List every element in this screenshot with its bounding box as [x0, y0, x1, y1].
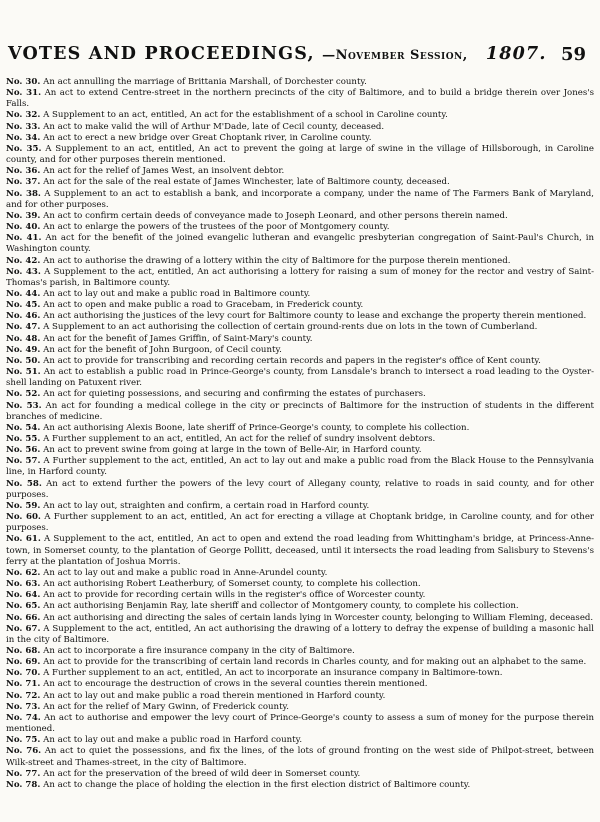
entry-number: No. 68. [6, 645, 41, 656]
entry-text: An act to establish a public road in Prince-George's county, from Lansdale's branch to intersect a road leading to the Oyster-shell landing on Patuxent river. [6, 367, 595, 389]
entry-number: No. 49. [6, 344, 41, 355]
list-item [6, 367, 594, 389]
entry-number: No. 42. [6, 255, 41, 266]
title-text: VOTES AND PROCEEDINGS, [8, 44, 315, 64]
entry-text: An act to extend Centre-street in the northern precincts of the city of Baltimore, and to build a bridge therein over Jones's Falls. [6, 88, 595, 110]
entry-number: No. 59. [6, 500, 41, 511]
list-item [6, 166, 594, 177]
list-item [6, 735, 594, 746]
entry-text: An act for the relief of James West, an insolvent debtor. [43, 166, 285, 177]
entry-number: No. 46. [6, 311, 41, 322]
entry-number: No. 33. [6, 121, 41, 132]
entry-number: No. 64. [6, 590, 41, 601]
list-item [6, 668, 594, 679]
entry-text: An act authorising Alexis Boone, late sheriff of Prince-George's county, to complete his collection. [43, 422, 470, 433]
list-item [6, 534, 594, 567]
list-item [6, 211, 594, 222]
session-text: —November Session, [322, 48, 468, 63]
list-item [6, 401, 594, 423]
entry-number: No. 58. [6, 478, 42, 489]
list-item [6, 289, 594, 300]
entry-text: An act for quieting possessions, and securing and confirming the estates of purchasers. [43, 389, 426, 400]
list-item [6, 769, 594, 780]
entry-number: No. 61. [6, 534, 41, 545]
running-title [8, 44, 547, 64]
entry-number: No. 78. [6, 779, 41, 790]
list-item [6, 434, 594, 445]
entry-text: An act to enlarge the powers of the trustees of the poor of Montgomery county. [43, 222, 390, 233]
entry-number: No. 36. [6, 166, 41, 177]
entry-text: A Supplement to the act, entitled, An act authorising a lottery for raising a sum of money for the rector and vestry of Saint-Thomas's parish, in Baltimore county. [6, 266, 595, 288]
list-item [6, 613, 594, 624]
entry-number: No. 40. [6, 222, 41, 233]
list-item [6, 691, 594, 702]
entry-number: No. 60. [6, 512, 41, 523]
entry-text: An act for the benefit of the joined evangelic lutheran and evangelic presbyterian congregation of Saint-Paul's Church, in Washington county. [6, 233, 595, 255]
entry-number: No. 62. [6, 567, 41, 578]
list-item [6, 657, 594, 668]
entry-number: No. 73. [6, 701, 41, 712]
entry-number: No. 55. [6, 434, 41, 444]
entry-number: No. 67. [6, 623, 41, 634]
list-item [6, 356, 594, 367]
list-item [6, 77, 594, 88]
entry-number: No. 52. [6, 389, 41, 400]
entry-number: No. 38. [6, 188, 41, 199]
list-item [6, 780, 594, 791]
entry-number: No. 47. [6, 322, 41, 333]
entry-text: An act to provide for the transcribing of certain land records in Charles county, and for making out an alphabet to the same. [43, 657, 587, 668]
entry-text: An act authorising Benjamin Ray, late sheriff and collector of Montgomery county, to complete his collection. [43, 601, 519, 612]
list-item [6, 423, 594, 434]
entry-number: No. 54. [6, 422, 41, 433]
entry-number: No. 56. [6, 445, 41, 456]
list-item [6, 501, 594, 512]
entry-text: An act to authorise the drawing of a lottery within the city of Baltimore for the purpose therein mentioned. [43, 255, 511, 266]
entry-number: No. 39. [6, 210, 41, 221]
list-item [6, 88, 594, 110]
list-item [6, 233, 594, 255]
entry-number: No. 65. [6, 601, 41, 612]
entry-number: No. 48. [6, 333, 41, 344]
entry-text: A Supplement to the act, entitled, An act authorising the drawing of a lottery to defray the expense of building a masonic hall in the city of Baltimore. [6, 623, 594, 645]
entry-text: An act to lay out, straighten and confirm, a certain road in Harford county. [43, 500, 370, 511]
entry-number: No. 69. [6, 657, 41, 668]
entry-text: A Supplement to an act, entitled, An act to prevent the going at large of swine in the village of Hillsborough, in Caroline county, and for other purposes therein mentioned. [6, 143, 594, 166]
entry-number: No. 57. [6, 456, 41, 467]
list-item [6, 177, 594, 188]
entry-text: An act to change the place of holding the election in the first election district of Baltimore county. [43, 779, 471, 790]
list-item [6, 624, 594, 646]
entry-number: No. 76. [6, 746, 42, 757]
list-item [6, 512, 594, 534]
entry-number: No. 30. [6, 77, 41, 87]
list-item [6, 256, 594, 267]
entry-number: No. 77. [6, 768, 41, 779]
entry-number: No. 41. [6, 233, 42, 244]
list-item [6, 445, 594, 456]
entry-text: An act to incorporate a fire insurance company in the city of Baltimore. [43, 645, 355, 656]
entry-text: An act to lay out and make public a road therein mentioned in Harford county. [43, 690, 386, 701]
entry-text: An act authorising Robert Leatherbury, of Somerset county, to complete his collection. [43, 579, 421, 590]
entry-text: An act for the benefit of James Griffin, of Saint-Mary's county. [43, 333, 313, 344]
list-item [6, 601, 594, 612]
entry-number: No. 63. [6, 579, 41, 590]
entry-text: A Further supplement to an act, entitled, An act for the relief of sundry insolvent debtors. [43, 434, 436, 444]
entry-text: An act to encourage the destruction of crows in the several counties therein mentioned. [43, 679, 428, 690]
entry-number: No. 31. [6, 88, 42, 99]
entry-text: An act for the benefit of John Burgoon, of Cecil county. [43, 344, 282, 355]
entry-text: A Further supplement to the act, entitled, An act to lay out and make a public road from the Black House to the Pennsylvania line, in Harford county. [6, 456, 594, 478]
entry-number: No. 34. [6, 132, 41, 143]
entry-text: An act to provide for recording certain wills in the register's office of Worcester county. [43, 590, 426, 601]
list-item [6, 267, 594, 289]
list-item [6, 222, 594, 233]
entry-number: No. 72. [6, 690, 41, 701]
list-item [6, 579, 594, 590]
list-item [6, 679, 594, 690]
year-text: 1807. [485, 44, 547, 64]
list-item [6, 311, 594, 322]
entry-text: An act annulling the marriage of Brittania Marshall, of Dorchester county. [43, 77, 367, 87]
list-item [6, 746, 594, 768]
entry-text: An act to open and make public a road to Gracebam, in Frederick county. [43, 300, 364, 311]
list-item [6, 322, 594, 333]
entry-text: An act for the relief of Mary Gwinn, of Frederick county. [43, 701, 289, 712]
entry-number: No. 32. [6, 110, 41, 121]
list-item [6, 713, 594, 735]
list-item [6, 110, 594, 121]
entry-text: An act to lay out and make a public road in Baltimore county. [43, 288, 311, 299]
list-item [6, 568, 594, 579]
entry-text: An act to authorise and empower the levy court of Prince-George's county to assess a sum of money for the purpose therein mentioned. [6, 712, 594, 735]
entry-number: No. 74. [6, 712, 41, 723]
list-item [6, 389, 594, 400]
entry-text: An act for founding a medical college in the city or precincts of Baltimore for the instruction of students in the different branches of medicine. [6, 400, 595, 422]
list-item [6, 133, 594, 144]
list-item [6, 334, 594, 345]
list-item [6, 144, 594, 166]
entry-number: No. 53. [6, 400, 42, 411]
entry-number: No. 45. [6, 300, 41, 311]
entry-text: An act to prevent swine from going at large in the town of Belle-Air, in Harford county. [43, 445, 422, 456]
entry-number: No. 71. [6, 679, 41, 690]
entry-number: No. 50. [6, 355, 41, 366]
entry-number: No. 51. [6, 367, 41, 378]
entry-number: No. 35. [6, 143, 42, 154]
page-header [8, 44, 586, 74]
entry-text: An act to confirm certain deeds of conveyance made to Joseph Leonard, and other persons therein named. [43, 210, 508, 221]
entry-text: A Supplement to an act, entitled, An act for the establishment of a school in Caroline county. [43, 110, 448, 121]
list-item [6, 122, 594, 133]
list-item [6, 702, 594, 713]
entry-text: A Supplement to an act to establish a bank, and incorporate a company, under the name of The Farmers Bank of Maryland, and for other purposes. [6, 188, 594, 210]
entry-number: No. 75. [6, 735, 41, 746]
entry-text: An act to make valid the will of Arthur M'Dade, late of Cecil county, deceased. [43, 121, 385, 132]
entry-text: An act to provide for transcribing and recording certain records and papers in the register's office of Kent county. [43, 355, 541, 366]
entry-number: No. 43. [6, 266, 41, 277]
entry-text: A Supplement to the act, entitled, An act to open and extend the road leading from Whittingham's bridge, at Princess-Anne-town, in Somerset county, to the plantation of George Pollitt, deceased, until it intersects the road leading from Salisbury to Stevens's ferry at the plantation of Joshua Morris. [6, 534, 595, 567]
entry-text: An act authorising and directing the sales of certain lands lying in Worcester county, belonging to William Fleming, deceased. [43, 612, 594, 623]
entry-number: No. 37. [6, 177, 41, 188]
list-item [6, 479, 594, 501]
entry-text: An act authorising the justices of the levy court for Baltimore county to lease and exchange the property therein mentioned. [43, 311, 587, 322]
list-item [6, 300, 594, 311]
list-item [6, 590, 594, 601]
entry-number: No. 44. [6, 288, 41, 299]
entry-text: An act for the preservation of the breed of wild deer in Somerset county. [43, 768, 361, 779]
page-number: 59 [560, 44, 586, 65]
list-item [6, 646, 594, 657]
entry-number: No. 70. [6, 668, 41, 679]
entry-text: An act to extend further the powers of the levy court of Allegany county, relative to roads in said county, and for other purposes. [6, 478, 595, 500]
entry-text: A Further supplement to an act, entitled, An act for erecting a village at Choptank bridge, in Caroline county, and for other purposes. [6, 512, 595, 534]
entry-text: An act to lay out and make a public road in Anne-Arundel county. [43, 567, 328, 578]
list-item [6, 456, 594, 478]
acts-list [6, 77, 594, 791]
entry-text: An act to erect a new bridge over Great Choptank river, in Caroline county. [43, 132, 372, 143]
entry-text: A Further supplement to an act, entitled, An act to incorporate an insurance company in Baltimore-town. [43, 668, 503, 679]
entry-text: An act to quiet the possessions, and fix the lines, of the lots of ground fronting on the west side of Philpot-street, between Wilk-street and Thames-street, in the city of Baltimore. [6, 746, 595, 768]
entry-text: An act for the sale of the real estate of James Winchester, late of Baltimore county, deceased. [43, 177, 450, 188]
list-item [6, 345, 594, 356]
entry-text: An act to lay out and make a public road in Harford county. [43, 735, 303, 746]
entry-number: No. 66. [6, 612, 41, 623]
list-item [6, 189, 594, 211]
entry-text: A Supplement to an act authorising the collection of certain ground-rents due on lots in the town of Cumberland. [43, 322, 538, 333]
